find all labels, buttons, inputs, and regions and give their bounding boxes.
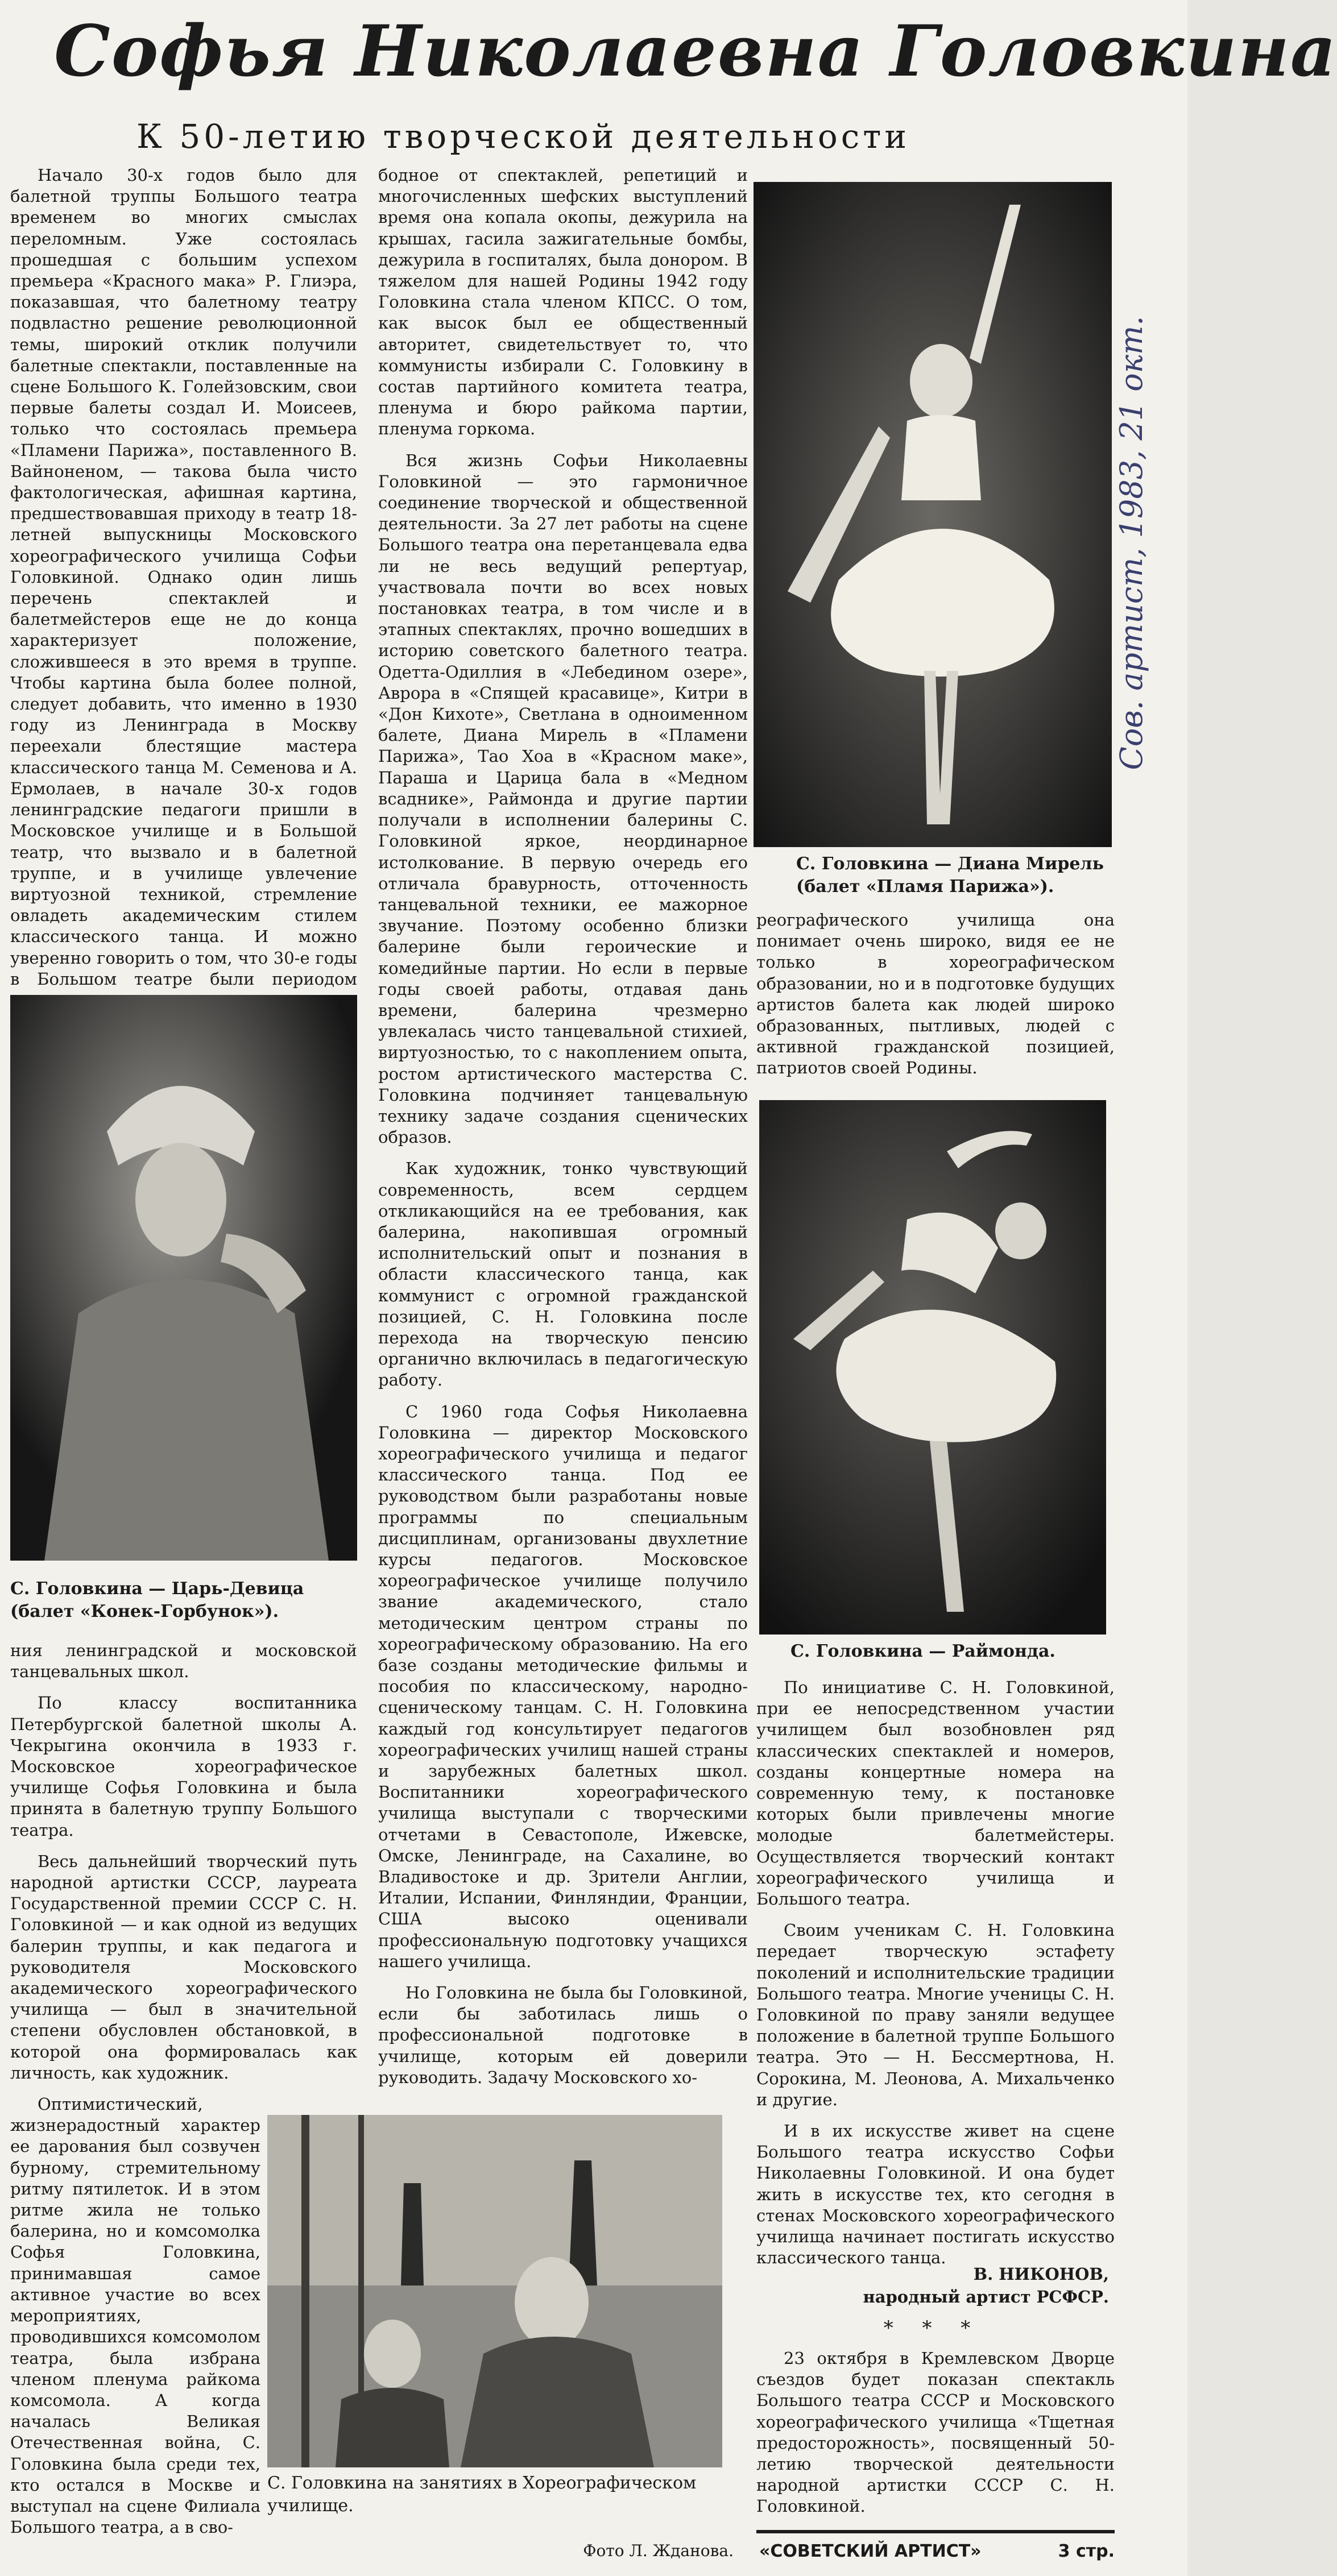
headline: Софья Николаевна Головкина: [54, 10, 1337, 93]
caption-raymonda: С. Головкина — Раймонда.: [790, 1641, 1055, 1661]
caption-rehearsal-class: С. Головкина на занятиях в Хореографическом училище.: [267, 2473, 697, 2516]
paragraph: По инициативе С. Н. Головкиной, при ее непосредственном участии училищем был возобновлен ряд классических спектаклей и номеров, созданы концертные номера на современную тему, к постановке которых были привлечены многие молодые балетмейстеры. Осуществляется творческий контакт хореографического училища и Большого театра.: [756, 1678, 1115, 1909]
photo-tsar-maiden: [10, 995, 357, 1561]
paragraph: бодное от спектаклей, репетиций и многочисленных шефских выступлений время она копала окопы, дежурила на крышах, гасила зажигательные бомбы, дежурила в госпиталях, была донором. В тяжелом для нашей Родины 1942 году Головкина стала членом КПСС. О том, как высок был ее общественный авторитет, свидетельствует то, что коммунисты избирали С. Головкину в состав партийного комитета театра, пленума и бюро райкома партии, пленума горкома.: [378, 165, 748, 439]
photo-rehearsal-class: [267, 2115, 722, 2467]
paragraph: Вся жизнь Софьи Николаевны Головкиной — это гармоничное соединение творческой и общественной деятельности. За 27 лет работы на сцене Большого театра она перетанцевала едва ли не весь ведущий репертуар, участвовала почти во всех новых постановках театра, в том числе и в этапных спектаклях, прочно вошедших в историю советского балетного театра. Одетта-Одиллия в «Лебедином озере», Аврора в «Спящей красавице», Китри в «Дон Кихоте», Светлана в одноименном балете, Диана Мирель в «Пламени Парижа», Тао Хоа в «Красном маке», Параша и Царица бала в «Медном всаднике», Раймонда и другие партии получали в исполнении балерины С. Головкиной яркое, неординарное истолкование. В первую очередь его отличала бравурность, отточенность танцевальной техники, ее мажорное звучание. Поэтому особенно близки балерине были героические и комедийные партии. Но если в первые годы своей работы, отдавая дань времени, балерина чрезмерно увлекалась чисто танцевальной стихией, виртуозностью, то с накоплением опыта, ростом артистического мастерства С. Головкина подчиняет танцевальную технику задаче создания сценических образов.: [378, 450, 748, 1147]
author-title: народный артист РСФСР.: [863, 2287, 1109, 2307]
paragraph: Оптимистический, жизнерадостный характер ее дарования был созвучен бурному, стремительному ритму пятилеток. И в этом ритме жила не только балерина, но и комсомолка Софья Головкина, принимавшая самое активное участие во всех мероприятиях, проводившихся комсомолом театра, была избрана членом пленума райкома комсомола. А когда началась Великая Отечественная война, С. Головкина была среди тех, кто остался в Москве и выступал на сцене Филиала Большого театра, а в сво-: [10, 2094, 260, 2537]
announcement: [756, 2348, 1115, 2536]
caption-tsar-maiden: С. Головкина — Царь-Девица (балет «Конек-Горбунок»).: [10, 1579, 304, 1621]
paragraph: Но Головкина не была бы Головкиной, если бы заботилась лишь о профессиональной подготовке в училище, которым ей доверили руководить. Задачу Московского хо-: [378, 1983, 748, 2087]
newspaper-name: «СОВЕТСКИЙ АРТИСТ»: [759, 2541, 982, 2561]
paragraph: Своим ученикам С. Н. Головкина передает творческую эстафету поколений и исполнительские традиции Большого театра. Многие ученицы С. Н. Головкиной по праву заняли ведущее положение в балетной труппе Большого театра. Это — Н. Бессмертнова, Н. Сорокина, М. Леонова, А. Михальченко и другие.: [756, 1920, 1115, 2109]
article-column-1-top: [10, 165, 357, 989]
paragraph: Как художник, тонко чувствующий современность, всем сердцем откликающийся на ее требования, как балерина, накопившая огромный исполнительский опыт и познания в области классического танца, как коммунист с огромной гражданской позицией, С. Н. Головкина после перехода на творческую пенсию органично включилась в педагогическую работу.: [378, 1159, 748, 1390]
subheadline: К 50-летию творческой деятельности: [136, 117, 910, 156]
author-name: В. НИКОНОВ,: [973, 2264, 1109, 2284]
paragraph: Начало 30-х годов было для балетной труппы Большого театра временем во многих смыслах переломным. Уже состоялась прошедшая с большим успехом премьера «Красного мака» Р. Глиэра, показавшая, что балетному театру подвластно решение революционной темы, широкий отклик получили балетные спектакли, поставленные на сцене Большого К. Голейзовским, свои первые балеты создал И. Моисеев, только что состоялась премьера «Пламени Парижа», поставленного В. Вайноненом, — такова была чисто фактологическая, афишная картина, предшествовавшая приходу в театр 18-летней выпускницы Московского хореографического училища Софьи Головкиной. Однако один лишь перечень спектаклей и балетмейстеров еще не до конца характеризует положение, сложившееся в это время в труппе. Чтобы картина была более полной, следует добавить, что именно в 1930 году из Ленинграда в Москву переехали блестящие мастера классического танца М. Семенова и А. Ермолаев, в начале 30-х годов ленинградские педагоги пришли в Московское училище и в Большой театр, что вызвало и в балетной труппе, и в училище увлечение виртуозной техникой, стремление овладеть академическим стилем классического танца. И можно уверенно говорить о том, что 30-е годы в Большом театре были периодом: [10, 165, 357, 989]
handwritten-note: [1086, 267, 1172, 836]
article-column-3-bottom: [756, 1677, 1115, 2303]
article-column-2: [378, 165, 748, 2115]
photo-diana-mirel: [754, 182, 1112, 847]
footer-rule: [756, 2530, 1115, 2533]
author-signature: [756, 2263, 1109, 2314]
article-column-3-top: [756, 910, 1115, 1080]
announcement-text: 23 октября в Кремлевском Дворце съездов будет показан спектакль Большого театра СССР и Московского хореографического училища «Тщетная предосторожность», посвященный 50-летию творческой деятельности народной артистки СССР С. Н. Головкиной.: [756, 2349, 1115, 2516]
paragraph: реографического училища она понимает очень широко, видя ее не только в хореографическом образовании, но и в подготовке будущих артистов балета как людей широко образованных, пытливых, людей с активной гражданской позицией, патриотов своей Родины.: [756, 910, 1115, 1078]
photo-raymonda: [759, 1100, 1106, 1635]
caption-diana-mirel: С. Головкина — Диана Мирель (балет «Пламя Парижа»).: [796, 854, 1104, 897]
paragraph: С 1960 года Софья Николаевна Головкина — директор Московского хореографического училища и педагог классического танца. Под ее руководством были разработаны новые программы по специальным дисциплинам, организованы двухлетние курсы педагогов. Московское хореографическое училище получило звание академического, стало методическим центром страны по хореографическому образованию. На его базе созданы методические фильмы и пособия по классическому, народно-сценическому танцам. С. Н. Головкина каждый год консультирует педагогов хореографических училищ нашей страны и зарубежных балетных школ. Воспитанники хореографического училища выступали с творческими отчетами в Севастополе, Ижевске, Омске, Ленинграде, на Сахалине, во Владивостоке и др. Зрители Англии, Италии, Испании, Финляндии, Франции, США высоко оценивали профессиональную подготовку учащихся нашего училища.: [378, 1401, 748, 1971]
photo-credit: Фото Л. Жданова.: [583, 2541, 734, 2560]
paragraph: По классу воспитанника Петербургской балетной школы А. Чекрыгина окончила в 1933 г. Московское хореографическое училище Софья Головкина и была принята в балетную труппу Большого театра.: [10, 1693, 357, 1840]
paragraph: И в их искусстве живет на сцене Большого театра искусство Софьи Николаевны Головкиной. И она будет жить в искусстве тех, кто сегодня в стенах Московского хореографического училища начинает постигать искусство классического танца.: [756, 2121, 1115, 2268]
paragraph: ния ленинградской и московской танцевальных школ.: [10, 1641, 357, 1682]
separator-stars: * * *: [883, 2317, 982, 2339]
page-number: 3 стр.: [1058, 2541, 1115, 2561]
paragraph: Весь дальнейший творческий путь народной артистки СССР, лауреата Государственной премии СССР С. Н. Головкиной — и как одной из ведущих балерин труппы, и как педагога и руководителя Московского академического хореографического училища — был в значительной степени обусловлен обстановкой, в которой она формировалась как личность, как художник.: [10, 1851, 357, 2083]
handwritten-note-text: Сов. артист, 1983, 21 окт.: [1114, 316, 1149, 770]
